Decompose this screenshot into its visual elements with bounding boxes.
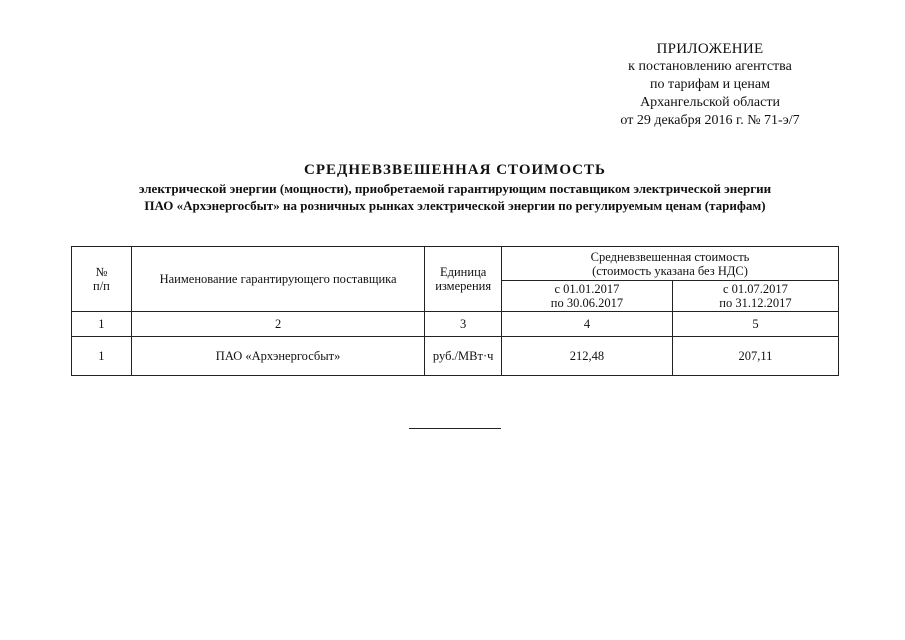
row-unit: руб./МВт·ч <box>425 337 502 376</box>
period-2-end: по 31.12.2017 <box>719 296 792 310</box>
header-number-cell <box>72 247 132 312</box>
index-cell: 3 <box>425 312 502 337</box>
appendix-line: к постановлению агентства <box>628 59 792 74</box>
row-value-period-1: 212,48 <box>501 337 672 376</box>
row-number: 1 <box>72 337 132 376</box>
index-cell: 1 <box>72 312 132 337</box>
index-cell: 4 <box>501 312 672 337</box>
header-cost-note: (стоимость указана без НДС) <box>592 263 748 278</box>
table-index-row <box>72 312 839 337</box>
header-number-sublabel: п/п <box>93 279 110 293</box>
header-unit-label: Единица <box>440 265 487 279</box>
tariff-table <box>71 246 839 376</box>
header-cost-cell <box>501 247 838 281</box>
closing-divider <box>409 428 501 429</box>
table-row <box>72 337 839 376</box>
index-cell: 2 <box>131 312 424 337</box>
period-1-start: с 01.01.2017 <box>554 282 620 296</box>
header-period-1 <box>501 281 672 312</box>
document-subtitle-line: электрической энергии (мощности), приобретаемой гарантирующим поставщиком электрической энергии <box>138 181 772 196</box>
period-1-end: по 30.06.2017 <box>550 296 624 310</box>
row-value-period-2: 207,11 <box>672 337 838 376</box>
row-supplier-name: ПАО «Архэнергосбыт» <box>131 337 424 376</box>
header-cost-label: Средневзвешенная стоимость <box>590 249 750 264</box>
header-period-2 <box>672 281 838 312</box>
appendix-date-line: от 29 декабря 2016 г. № 71-э/7 <box>620 113 800 128</box>
document-heading <box>60 160 850 214</box>
header-unit-cell <box>425 247 502 312</box>
document-title: СРЕДНЕВЗВЕШЕННАЯ СТОИМОСТЬ <box>304 162 606 178</box>
appendix-line: по тарифам и ценам <box>650 77 770 92</box>
header-unit-sublabel: измерения <box>435 279 492 293</box>
appendix-line: Архангельской области <box>640 95 780 110</box>
period-2-start: с 01.07.2017 <box>722 282 788 296</box>
header-supplier-name: Наименование гарантирующего поставщика <box>131 247 424 312</box>
document-subtitle-line: ПАО «Архэнергосбыт» на розничных рынках электрической энергии по регулируемым ценам (тарифам) <box>144 198 766 213</box>
index-cell: 5 <box>672 312 838 337</box>
appendix-block <box>590 40 830 130</box>
table-header-row <box>72 247 839 281</box>
appendix-title: ПРИЛОЖЕНИЕ <box>656 41 764 57</box>
header-number-label: № <box>95 265 108 279</box>
